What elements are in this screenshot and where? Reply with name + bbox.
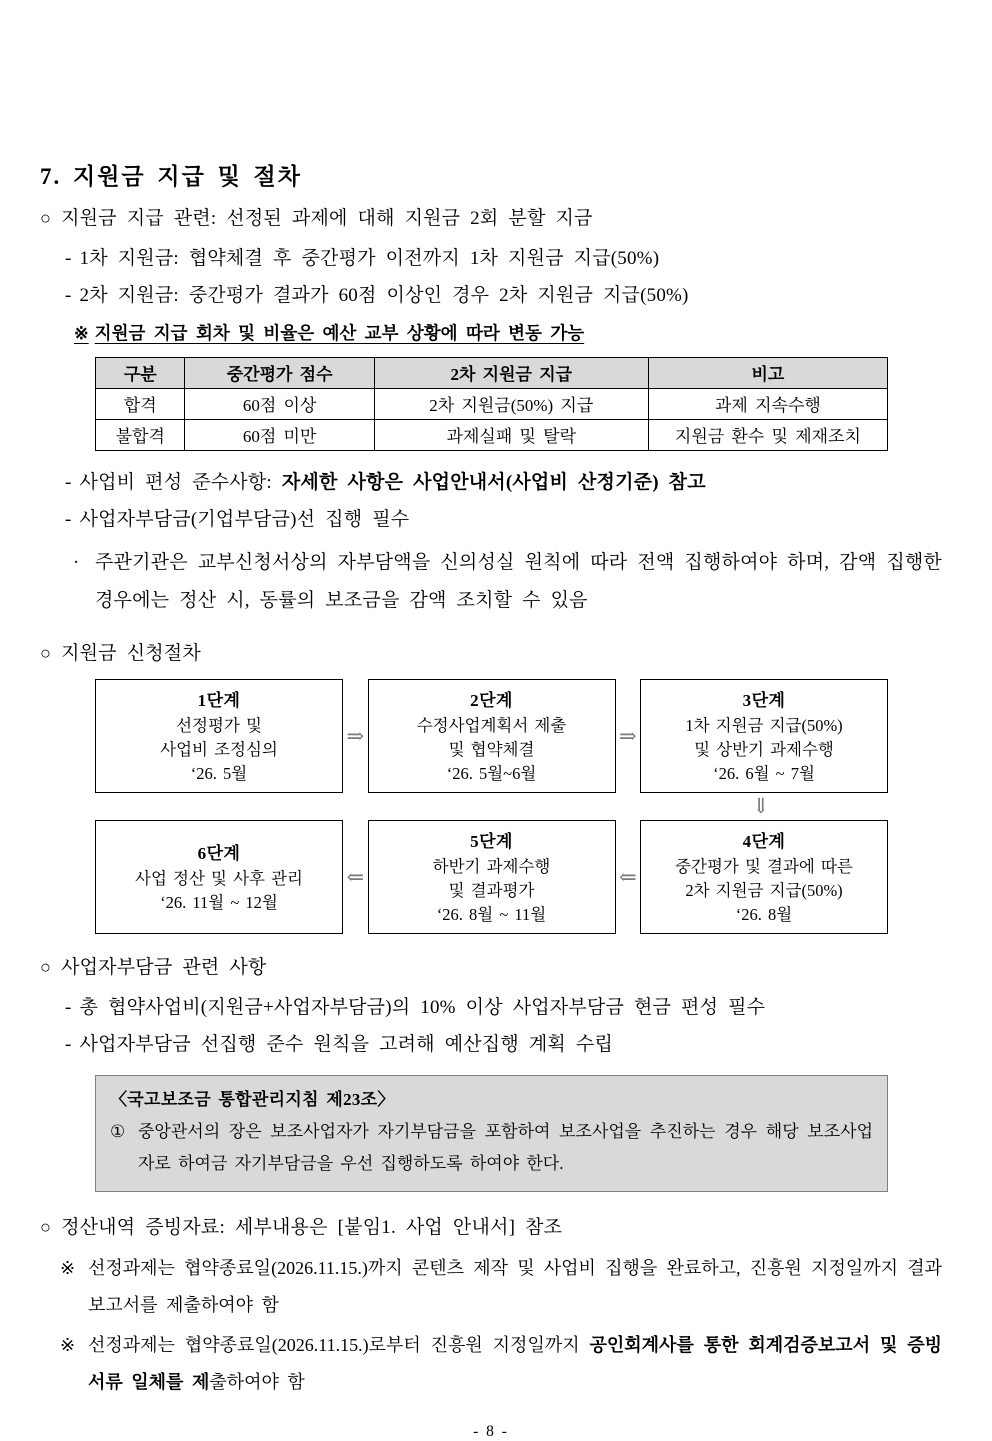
flow-step-5-line: 하반기 과제수행 [432,857,551,877]
self-funding-rule-text: 사업자부담금(기업부담금)선 집행 필수 [79,509,410,531]
contribution-item-1-text: 총 협약사업비(지원금+사업자부담금)의 10% 이상 사업자부담금 현금 편성 필수 [79,996,766,1018]
section-contribution-heading-text: 사업자부담금 관련 사항 [61,957,267,979]
flow-step-3-title: 3단계 [742,691,786,711]
flow-step-1-line: 사업비 조정심의 [160,740,278,760]
table-cell: 60점 이상 [185,388,374,419]
settlement-note-2-suffix: 출하여야 함 [209,1372,305,1393]
contribution-item-2 [40,1031,942,1059]
page-number: - 8 - [473,1423,509,1441]
settlement-note-1 [40,1250,942,1324]
flow-step-4-line: 중간평가 및 결과에 따른 [675,857,853,877]
section-payment-heading-text: 지원금 지급 관련: 선정된 과제에 대해 지원금 2회 분할 지금 [61,208,593,229]
guideline-body [110,1116,873,1181]
table-cell: 합격 [96,388,185,419]
procedure-flowchart [95,679,888,934]
section-procedure-heading [40,640,942,668]
table-header-category: 구분 [96,357,185,388]
flow-step-5 [368,820,616,934]
flow-step-2-line: ‘26. 5월~6월 [446,764,537,784]
section-payment-heading [40,205,942,233]
flow-step-1 [95,679,343,793]
budget-rule-item [40,469,942,497]
flow-step-6-title: 6단계 [197,844,241,864]
dash-bullet-icon: - [65,509,72,531]
flowchart-row-1 [95,679,888,793]
flow-step-1-title: 1단계 [197,691,241,711]
flow-step-3-line: 및 상반기 과제수행 [694,740,834,760]
section-settlement-heading-text: 정산내역 증빙자료: 세부내용은 [붙임1. 사업 안내서] 참조 [61,1217,563,1239]
dash-bullet-icon: - [65,996,72,1018]
arrow-down-icon: ⇓ [752,794,770,819]
payment-item-2 [40,282,942,310]
midterm-evaluation-table [95,357,888,451]
circle-bullet-icon: ○ [40,1217,52,1238]
flow-step-5-title: 5단계 [470,832,513,852]
flow-step-6 [95,820,343,934]
flow-step-3-line: 1차 지원금 지급(50%) [685,716,843,736]
table-header-score: 중간평가 점수 [185,357,374,388]
circle-bullet-icon: ○ [40,208,52,228]
flow-step-2-line: 및 협약체결 [448,740,535,760]
reference-mark-icon: ※ [60,1335,76,1356]
arrow-right-icon: ⇒ [618,723,637,748]
settlement-note-2-prefix: 선정과제는 협약종료일(2026.11.15.)로부터 진흥원 지정일까지 [88,1335,590,1356]
flow-step-3-line: ‘26. 6월 ~ 7월 [713,764,815,784]
table-cell: 60점 미만 [185,419,374,450]
execution-detail-text: 주관기관은 교부신청서상의 자부담액을 신의성실 원칙에 따라 전액 집행하여야 하며, 감액 집행한 경우에는 정산 시, 동률의 보조금을 감액 조치할 수 있음 [95,551,942,611]
settlement-note-1-text: 선정과제는 협약종료일(2026.11.15.)까지 콘텐츠 제작 및 사업비 집행을 완료하고, 진흥원 지정일까지 결과보고서를 제출하여야 함 [88,1257,942,1315]
dash-bullet-icon: - [65,471,72,493]
flow-step-4-line: 2차 지원금 지급(50%) [685,881,843,901]
payment-note [40,320,942,345]
flow-step-2-title: 2단계 [470,691,513,711]
circle-bullet-icon: ○ [40,642,52,663]
table-header-remark: 비고 [648,357,887,388]
payment-item-1-text: 1차 지원금: 협약체결 후 중간평가 이전까지 1차 지원금 지급(50%) [79,247,660,269]
flow-step-6-line: 사업 정산 및 사후 관리 [135,869,303,889]
table-cell: 과제실패 및 탈락 [374,419,648,450]
page-title: 7. 지원금 지급 및 절차 [40,164,302,189]
dash-bullet-icon: - [65,1034,72,1056]
flow-step-6-line: ‘26. 11월 ~ 12월 [160,893,278,913]
execution-detail-paragraph [40,544,942,620]
arrow-right-icon: ⇒ [346,723,365,748]
budget-rule-prefix: 사업비 편성 준수사항: [79,471,282,493]
flow-step-1-line: 선정평가 및 [176,716,262,736]
reference-mark-icon: ※ [74,322,89,343]
table-header-second-payment: 2차 지원금 지급 [374,357,648,388]
guideline-body-text: 중앙관서의 장은 보조사업자가 자기부담금을 포함하여 보조사업을 추진하는 경우 해당 보조사업자로 하여금 자기부담금을 우선 집행하도록 하여야 한다. [138,1121,873,1173]
flow-step-5-line: 및 결과평가 [448,881,535,901]
contribution-item-1 [40,994,942,1022]
self-funding-rule-item [40,506,942,534]
settlement-note-2 [40,1327,942,1401]
table-cell: 불합격 [96,419,185,450]
circle-bullet-icon: ○ [40,957,52,978]
flow-step-4-title: 4단계 [742,832,786,852]
payment-item-2-text: 2차 지원금: 중간평가 결과가 60점 이상인 경우 2차 지원금 지급(50%) [79,285,689,307]
section-procedure-heading-text: 지원금 신청절차 [61,642,201,664]
arrow-left-icon: ⇐ [346,864,365,889]
flow-step-4 [640,820,888,934]
dash-bullet-icon: - [65,285,72,307]
payment-item-1 [40,245,942,273]
flow-step-5-line: ‘26. 8월 ~ 11월 [436,905,547,925]
table-cell: 과제 지속수행 [648,388,887,419]
flow-step-2-line: 수정사업계획서 제출 [416,716,567,736]
budget-rule-bold: 자세한 사항은 사업안내서(사업비 산정기준) 참고 [281,471,706,493]
circled-one-icon: ① [110,1121,126,1141]
arrow-left-icon: ⇐ [618,864,637,889]
table-cell: 지원금 환수 및 제재조치 [648,419,887,450]
contribution-item-2-text: 사업자부담금 선집행 준수 원칙을 고려해 예산집행 계획 수립 [79,1034,614,1056]
flow-step-2 [368,679,616,793]
guideline-box [95,1075,888,1192]
table-row [96,388,888,419]
reference-mark-icon: ※ [60,1257,76,1278]
flow-step-4-line: ‘26. 8월 [735,905,793,925]
section-contribution-heading [40,954,942,982]
payment-note-text: 지원금 지급 회차 및 비율은 예산 교부 상황에 따라 변동 가능 [94,322,585,343]
flow-step-3 [640,679,888,793]
flowchart-row-2 [95,820,888,934]
dash-bullet-icon: - [65,247,72,269]
table-row [96,419,888,450]
section-settlement-heading [40,1214,942,1242]
guideline-title: 〈국고보조금 통합관리지침 제23조〉 [110,1089,395,1109]
dot-bullet-icon: · [73,551,80,573]
table-header-row [96,357,888,388]
settlement-note-2-bold: 공인회계사를 통한 회계검증보고서 및 증빙 서류 일체를 제 [88,1335,943,1393]
table-cell: 2차 지원금(50%) 지급 [374,388,648,419]
flow-step-1-line: ‘26. 5월 [190,764,248,784]
